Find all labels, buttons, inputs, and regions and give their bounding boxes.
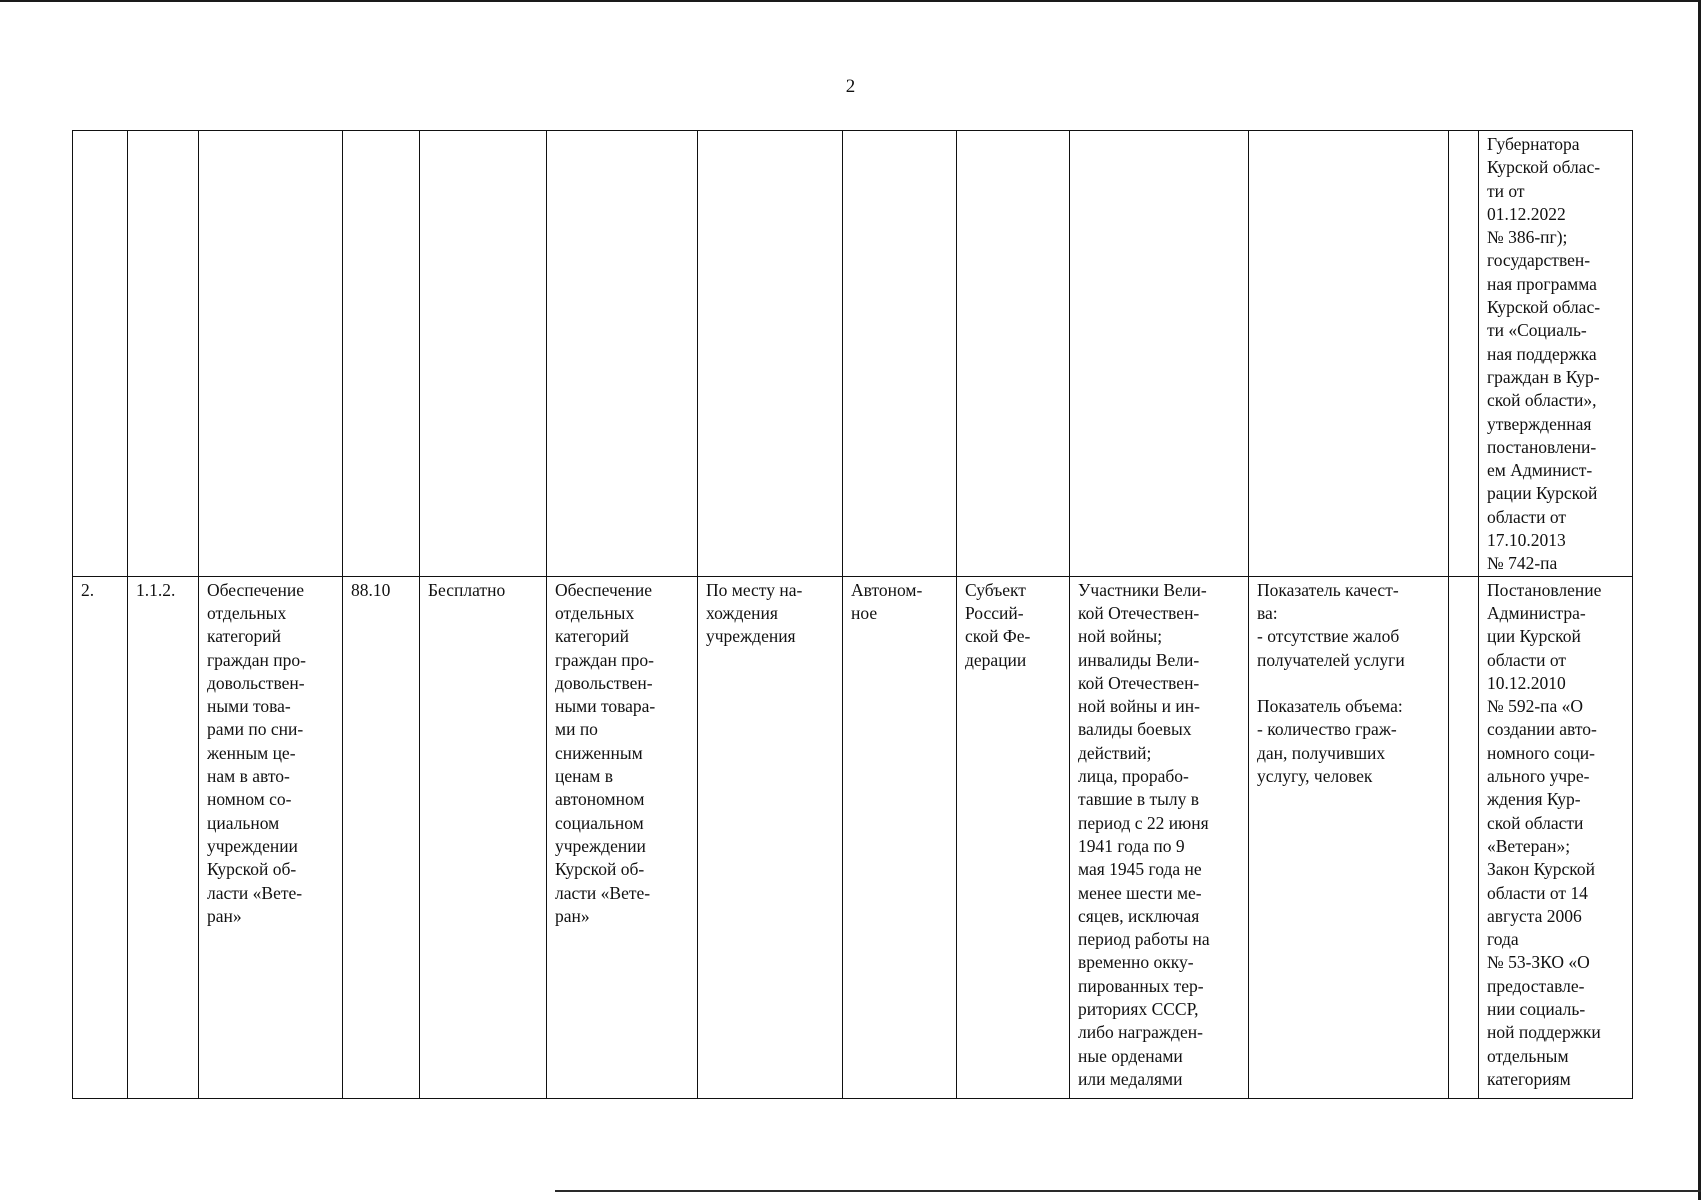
cell-empty-column — [1449, 576, 1479, 1098]
table-row — [73, 576, 1633, 1098]
cell-indicators: Показатель качест- ва: - отсутствие жалоб получателей услуги Показатель объема: - количество граж- дан, получивших услугу, человек — [1249, 576, 1449, 1098]
cell-empty — [199, 131, 343, 577]
cell-service-place: По месту на- хождения учреждения — [698, 576, 843, 1098]
cell-empty — [73, 131, 128, 577]
cell-empty — [698, 131, 843, 577]
cell-service-name: Обеспечение отдельных категорий граждан про- довольствен- ными това- рами по сни- женным це- нам в авто- номном со- циальном учреждении Курской об- ласти «Вете- ран» — [199, 576, 343, 1098]
cell-empty — [128, 131, 199, 577]
cell-service-content: Обеспечение отдельных категорий граждан про- довольствен- ными товара- ми по сниженным ценам в автономном социальном учреждении Курской об- ласти «Вете- ран» — [547, 576, 698, 1098]
cell-empty — [343, 131, 420, 577]
cell-empty — [1449, 131, 1479, 577]
cell-authority-level: Субъект Россий- ской Фе- дерации — [957, 576, 1070, 1098]
cell-empty — [843, 131, 957, 577]
cell-empty — [1070, 131, 1249, 577]
cell-empty — [420, 131, 547, 577]
cell-institution-type: Автоном- ное — [843, 576, 957, 1098]
cell-payment: Бесплатно — [420, 576, 547, 1098]
scan-border-bottom — [555, 1190, 1701, 1192]
services-table — [72, 130, 1633, 1099]
scan-border-top — [0, 0, 1701, 2]
cell-recipients: Участники Вели- кой Отечествен- ной войны; инвалиды Вели- кой Отечествен- ной войны и ин- валиды боевых действий; лица, прорабо- тавшие в тылу в период с 22 июня 1941 года по 9 мая 1945 года не менее шести ме- сяцев, исключая период работы на временно окку- пированных тер- риториях СССР, либо награжден- ные орденами или медалями — [1070, 576, 1249, 1098]
cell-legal-basis-continued: Губернатора Курской облас- ти от 01.12.2022 № 386-пг); государствен- ная программа Курской облас- ти «Социаль- ная поддержка граждан в Кур- ской области», утвержденная постановлени- ем Админист- рации Курской области от 17.10.2013 № 742-па — [1479, 131, 1633, 577]
cell-legal-basis: Постановление Администра- ции Курской области от 10.12.2010 № 592-па «О создании авто- номного соци- ального учре- ждения Кур- ской области «Ветеран»; Закон Курской области от 14 августа 2006 года № 53-ЗКО «О предоставле- нии социаль- ной поддержки отдельным категориям — [1479, 576, 1633, 1098]
cell-empty — [957, 131, 1070, 577]
cell-service-code: 1.1.2. — [128, 576, 199, 1098]
page-number: 2 — [845, 76, 856, 97]
cell-okved-code: 88.10 — [343, 576, 420, 1098]
cell-row-number: 2. — [73, 576, 128, 1098]
cell-empty — [1249, 131, 1449, 577]
cell-empty — [547, 131, 698, 577]
table-row-continuation — [73, 131, 1633, 577]
